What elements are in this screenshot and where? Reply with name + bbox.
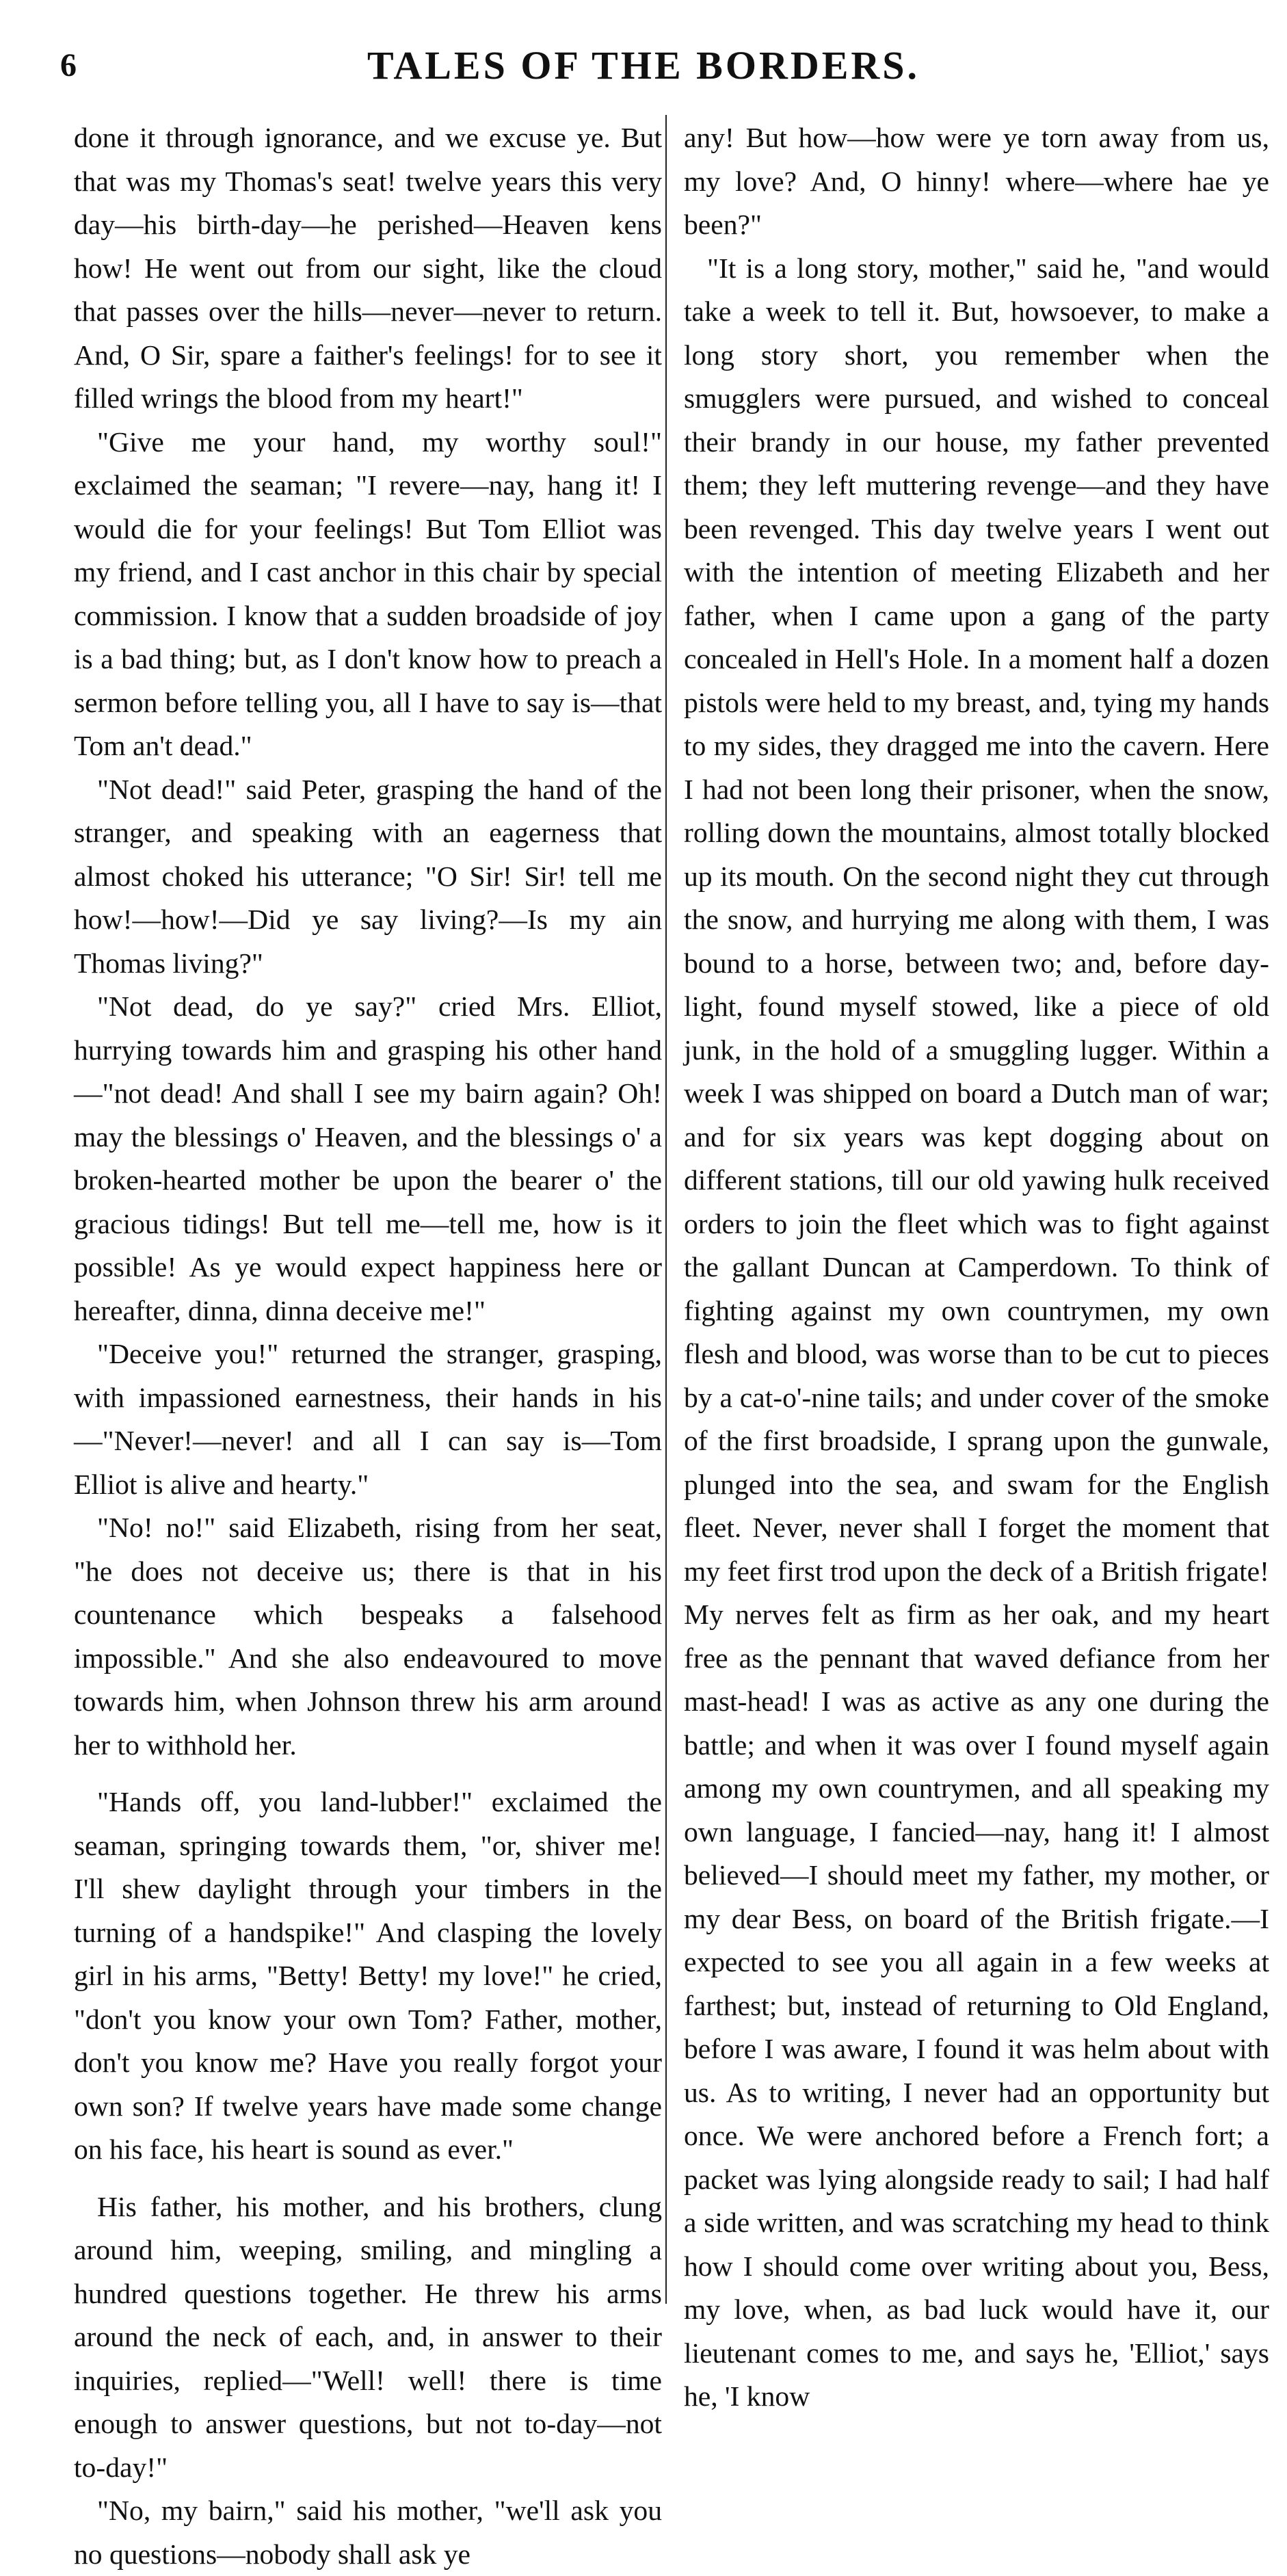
paragraph: "It is a long story, mother," said he, "and would take a week to tell it. But, howsoever, to make a long story short, you remember when the smugglers were pursued, and wished to conceal their brandy in our house, my father prevented them; they left muttering revenge—and they have been revenged. This day twelve years I went out with the intention of meeting Elizabeth and her father, when I came upon a gang of the party concealed in Hell's Hole. In a moment half a dozen pistols were held to my breast, and, tying my hands to my sides, they dragged me into the cavern. Here I had not been long their prisoner, when the snow, rolling down the mountains, almost totally blocked up its mouth. On the second night they cut through the snow, and hurrying me along with them, I was bound to a horse, between two; and, before day-light, found myself stowed, like a piece of old junk, in the hold of a smuggling lugger. Within a week I was shipped on board a Dutch man of war; and for six years was kept dogging about on different stations, till our old yawing hulk received orders to join the fleet which was to fight against the gallant Duncan at Camperdown. To think of fighting against my own countrymen, my own flesh and blood, was worse than to be cut to pieces by a cat-o'-nine tails; and under cover of the smoke of the first broadside, I sprang upon the gunwale, plunged into the sea, and swam for the English fleet. Never, never shall I forget the moment that my feet first trod upon the deck of a British frigate! My nerves felt as firm as her oak, and my heart free as the pennant that waved defiance from her mast-head! I was as active as any one during the battle; and when it was over I found myself again among my own countrymen, and all speaking my own language, I fancied—nay, hang it! I almost believed—I should meet my father, my mother, or my dear Bess, on board of the British frigate.—I expected to see you all again in a few weeks at farthest; but, instead of returning to Old England, before I was aware, I found it was helm about with us. As to writing, I never had an opportunity but once. We were anchored before a French fort; a packet was lying alongside ready to sail; I had half a side written, and was scratching my head to think how I should come over writing about you, Bess, my love, when, as bad luck would have it, our lieutenant comes to me, and says he, 'Elliot,' says he, 'I know (684, 252, 1270, 2412)
column-divider (665, 115, 667, 2304)
paragraph: "No, my bairn," said his mother, "we'll ask you no questions—nobody shall ask ye (74, 2495, 662, 2570)
paragraph: "Not dead, do ye say?" cried Mrs. Elliot, hurrying towards him and grasping his other hand—"not dead! And shall I see my bairn again? Oh! may the blessings o' Heaven, and the blessings o' a broken-hearted mother be upon the bearer o' the gracious tidings! But tell me—tell me, how is it possible! As ye would expect happiness here or hereafter, dinna, dinna deceive me!" (74, 990, 662, 1326)
paragraph: "Deceive you!" returned the stranger, grasping, with impassioned earnestness, their hands in his—"Never!—never! and all I can say is—Tom Elliot is alive and hearty." (74, 1338, 662, 1500)
paragraph: "Hands off, you land-lubber!" exclaimed the seaman, springing towards them, "or, shiver me! I'll shew daylight through your timbers in the turning of a handspike!" And clasping the lovely girl in his arms, "Betty! Betty! my love!" he cried, "don't you know your own Tom? Father, mother, don't you know me? Have you really forgot your own son? If twelve years have made some change on his face, his heart is sound as ever." (74, 1786, 662, 2165)
right-column (684, 116, 1269, 2419)
paragraph: His father, his mother, and his brothers, clung around him, weeping, smiling, and mingling a hundred questions together. He threw his arms around the neck of each, and, in answer to their inquiries, replied—"Well! well! there is time enough to answer questions, but not to-day—not to-day!" (74, 2190, 662, 2483)
left-column (74, 116, 662, 2576)
paragraph: "No! no!" said Elizabeth, rising from her seat, "he does not deceive us; there is that in his countenance which bespeaks a falsehood impossible." And she also endeavoured to move towards him, when Johnson threw his arm around her to withhold her. (74, 1512, 662, 1761)
paragraph: any! But how—how were ye torn away from us, my love? And, O hinny! where—where hae ye been?" (684, 122, 1269, 240)
running-title: TALES OF THE BORDERS. (367, 43, 920, 88)
paragraph: "Not dead!" said Peter, grasping the hand of the stranger, and speaking with an eagerness that almost choked his utterance; "O Sir! Sir! tell me how!—how!—Did ye say living?—Is my ain Thomas living?" (74, 773, 662, 979)
paragraph: done it through ignorance, and we excuse ye. But that was my Thomas's seat! twelve years this very day—his birth-day—he perished—Heaven kens how! He went out from our sight, like the cloud that passes over the hills—never—never to return. And, O Sir, spare a faither's feelings! for to see it filled wrings the blood from my heart!" (74, 122, 662, 414)
page-number: 6 (60, 47, 77, 83)
paragraph: "Give me your hand, my worthy soul!" exclaimed the seaman; "I revere—nay, hang it! I would die for your feelings! But Tom Elliot was my friend, and I cast anchor in this chair by special commission. I know that a sudden broadside of joy is a bad thing; but, as I don't know how to preach a sermon before telling you, all I have to say is—that Tom an't dead." (74, 425, 662, 761)
